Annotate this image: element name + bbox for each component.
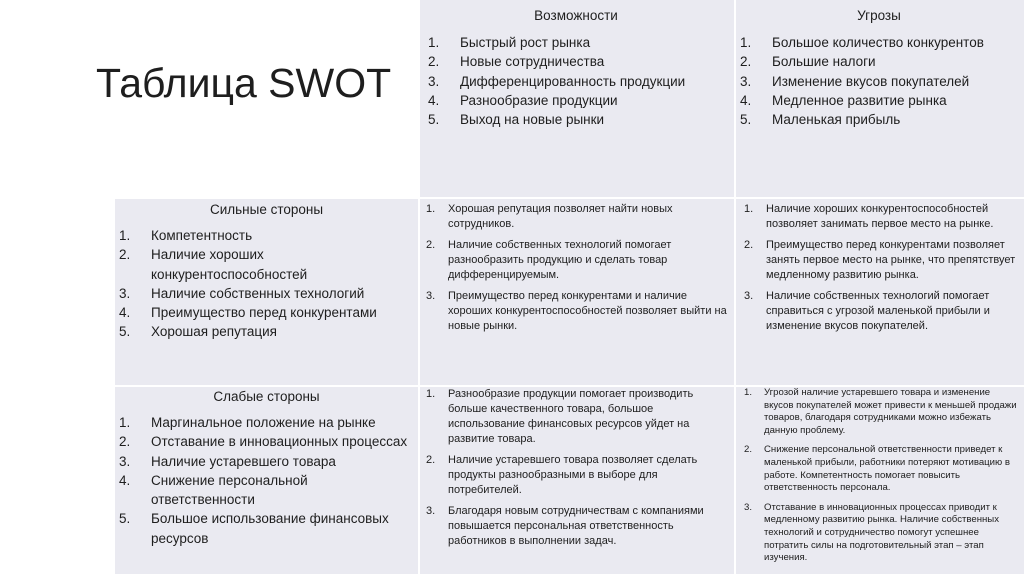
list-item: 1. Быстрый рост рынка [428, 35, 591, 50]
list-item: 5. Большое использование финансовых ресурсов [119, 511, 389, 546]
strengths-cell [115, 199, 418, 385]
so-list [426, 202, 730, 334]
weaknesses-cell [115, 387, 418, 574]
list-item: 2. Новые сотрудничества [428, 54, 605, 70]
threats-list [740, 33, 1018, 129]
list-item: 4. Разнообразие продукции [428, 92, 618, 108]
wo-cell [420, 387, 734, 574]
opportunities-cell [420, 0, 734, 197]
list-item: 3. Преимущество перед конкурентами и наличие хороших конкурентоспособностей позволяет выйти на новые рынки. [426, 290, 727, 332]
st-list [744, 202, 1020, 334]
list-item: 3. Наличие собственных технологий помогает справиться с угрозой маленькой прибыли и изменение вкусов покупателей. [744, 290, 990, 332]
list-item: 3. Изменение вкусов покупателей [740, 73, 970, 89]
wo-list [426, 387, 730, 549]
strengths-list [119, 226, 414, 342]
weaknesses-list [119, 413, 414, 548]
list-item: 3. Дифференцированность продукции [428, 73, 686, 89]
list-item: 5. Выход на новые рынки [428, 112, 605, 128]
list-item: 2. Снижение персональной ответственности приведет к маленькой прибыли, работники потеряют мотивацию в работе. Компетентность помогает повысить ответственность персонала. [744, 444, 1010, 494]
list-item: 2. Большие налоги [740, 54, 876, 70]
so-cell [420, 199, 734, 385]
opportunities-header: Возможности [534, 8, 618, 23]
weaknesses-header: Слабые стороны [213, 389, 320, 404]
list-item: 3. Благодаря новым сотрудничествам с компаниями повышается персональная ответственность работников в выполнении задач. [426, 505, 704, 547]
opportunities-list [428, 33, 724, 129]
list-item: 1. Хорошая репутация позволяет найти новых сотрудников. [426, 203, 673, 230]
list-item: 2. Наличие собственных технологий помогает разнообразить продукцию и сделать товар дифференцируемым. [426, 239, 672, 281]
threats-cell [736, 0, 1024, 197]
list-item: 1. Разнообразие продукции помогает производить больше качественного товара, большое использование финансовых ресурсов уйдет на развитие товара. [426, 388, 694, 445]
list-item: 1. Маргинальное положение на рынке [119, 415, 376, 430]
list-item: 4. Медленное развитие рынка [740, 92, 947, 108]
list-item: 3. Наличие устаревшего товара [119, 453, 336, 469]
strengths-header: Сильные стороны [209, 202, 324, 217]
list-item: 3. Наличие собственных технологий [119, 285, 365, 301]
list-item: 2. Наличие устаревшего товара позволяет сделать продукты разнообразными в выборе для потребителей. [426, 454, 698, 496]
st-cell [736, 199, 1024, 385]
list-item: 1. Наличие хороших конкурентоспособностей позволяет занимать первое место на рынке. [744, 203, 994, 230]
list-item: 3. Отставание в инновационных процессах приводит к медленному развитию рынка. Наличие собственных технологий и сотрудничество помогут успешнее потратить силы на подготовительный этап – этап изучения. [744, 501, 999, 564]
list-item: 4. Преимущество перед конкурентами [119, 305, 377, 321]
list-item: 5. Маленькая прибыль [740, 112, 901, 128]
wt-list [744, 387, 1020, 565]
list-item: 2. Преимущество перед конкурентами позволяет занять первое место на рынке, что препятствует медленному развитию рынка. [744, 239, 1016, 281]
list-item: 4. Снижение персональной ответственности [119, 472, 308, 508]
list-item: 2. Наличие хороших конкурентоспособностей [119, 247, 308, 282]
threats-header: Угрозы [857, 8, 901, 23]
list-item: 2. Отставание в инновационных процессах [119, 434, 408, 450]
list-item: 1. Угрозой наличие устаревшего товара и изменение вкусов покупателей может привести к меньшей продажи товаров, благодаря сотрудниками можно избежать данную проблему. [744, 387, 1017, 436]
page-title: Таблица SWOT [96, 60, 392, 106]
wt-cell [736, 387, 1024, 574]
list-item: 1. Большое количество конкурентов [740, 35, 984, 50]
list-item: 1. Компетентность [119, 228, 253, 243]
list-item: 5. Хорошая репутация [119, 324, 277, 340]
